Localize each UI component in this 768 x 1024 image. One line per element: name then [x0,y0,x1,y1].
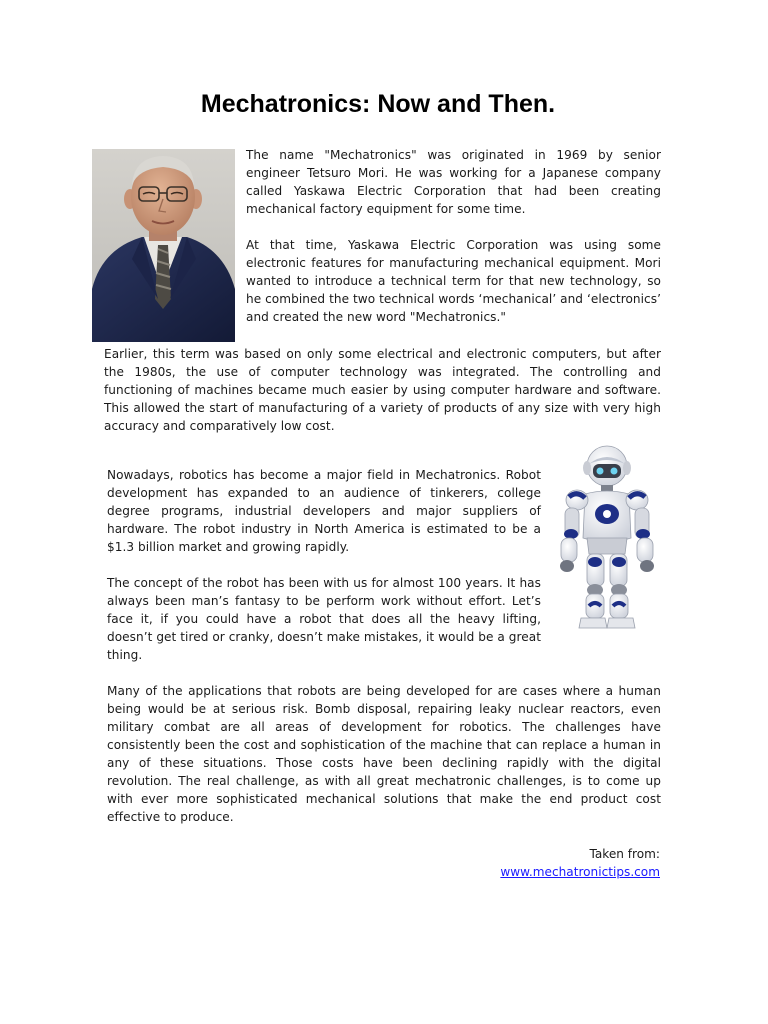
applications-paragraph: Many of the applications that robots are being developed for are cases where a human being would be at serious risk. Bomb disposal, repairing leaky nuclear reactors, even military combat are all areas of development for robotics. The challenges have consistently been the cost and sophistication of the machine that can replace a human in any of these situations. Those costs have been declining rapidly with the digital revolution. The real challenge, as with all great mechatronic challenges, is to come up with ever more sophisticated mechanical solutions that make the end product cost effective to produce. [107,684,661,824]
source-link[interactable]: www.mechatronictips.com [500,865,660,879]
source-attribution [500,845,660,881]
robotics-paragraph: Nowadays, robotics has become a major field in Mechatronics. Robot development has expanded to an audience of tinkerers, college degree programs, industrial developers and major suppliers of hardware. The robot industry in North America is estimated to be a $1.3 billion market and growing rapidly. [107,468,541,554]
history-paragraph: Earlier, this term was based on only some electrical and electronic computers, but after the 1980s, the use of computer technology was integrated. The controlling and functioning of machines became much easier by using computer hardware and software. This allowed the start of manufacturing of a variety of products of any size with very high accuracy and comparatively low cost. [104,347,661,433]
intro-paragraph: The name "Mechatronics" was originated in 1969 by senior engineer Tetsuro Mori. He was working for a Japanese company called Yaskawa Electric Corporation that had been creating mechanical factory equipment for some time. [246,148,661,216]
portrait-photo [92,149,235,342]
source-label: Taken from: [589,847,660,861]
humanoid-robot-photo [549,442,665,636]
robot-concept-paragraph: The concept of the robot has been with us for almost 100 years. It has always been man’s fantasy to be perform work without effort. Let’s face it, if you could have a robot that does all the heavy lifting, doesn’t get tired or cranky, doesn’t make mistakes, it would be a great thing. [107,576,541,662]
yaskawa-paragraph: At that time, Yaskawa Electric Corporation was using some electronic features for manufacturing mechanical equipment. Mori wanted to introduce a technical term for that new technology, so he combined the two technical words ‘mechanical’ and ‘electronics’ and created the new word "Mechatronics." [246,238,661,324]
page-title: Mechatronics: Now and Then. [200,90,556,118]
